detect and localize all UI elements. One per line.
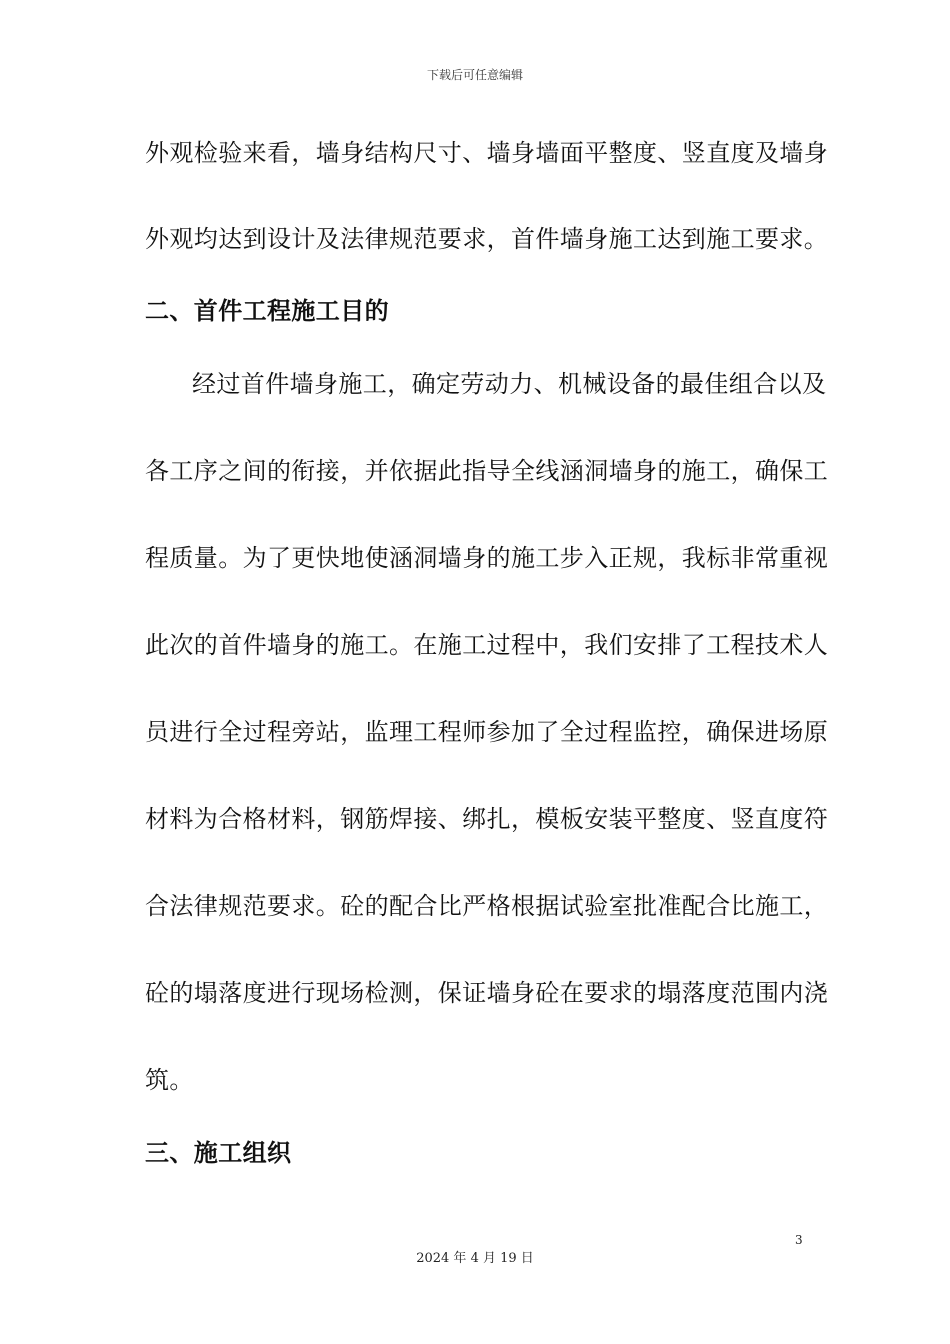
paragraph-line: 砼的塌落度进行现场检测，保证墙身砼在要求的塌落度范围内浇: [145, 979, 829, 1007]
section-heading-2: 二、首件工程施工目的: [145, 297, 389, 325]
paragraph-line: 筑。: [145, 1066, 194, 1094]
footer-date: 2024 年 4 月 19 日: [416, 1251, 534, 1266]
paragraph-first-line: 经过首件墙身施工，确定劳动力、机械设备的最佳组合以及: [192, 370, 827, 398]
page-number: 3: [795, 1233, 803, 1247]
paragraph-line: 此次的首件墙身的施工。在施工过程中，我们安排了工程技术人: [145, 631, 829, 659]
page-header: 下载后可任意编辑: [426, 68, 523, 82]
paragraph-line: 各工序之间的衔接，并依据此指导全线涵洞墙身的施工，确保工: [145, 457, 829, 485]
paragraph-line: 材料为合格材料，钢筋焊接、绑扎，模板安装平整度、竖直度符: [145, 805, 829, 833]
paragraph-line: 员进行全过程旁站，监理工程师参加了全过程监控，确保进场原: [145, 718, 829, 746]
section-heading-3: 三、施工组织: [145, 1139, 292, 1167]
paragraph-line: 合法律规范要求。砼的配合比严格根据试验室批准配合比施工，: [145, 892, 829, 920]
paragraph-line: 外观均达到设计及法律规范要求，首件墙身施工达到施工要求。: [145, 225, 829, 253]
paragraph-line: 程质量。为了更快地使涵洞墙身的施工步入正规，我标非常重视: [145, 544, 829, 572]
paragraph-line: 外观检验来看，墙身结构尺寸、墙身墙面平整度、竖直度及墙身: [145, 139, 829, 167]
